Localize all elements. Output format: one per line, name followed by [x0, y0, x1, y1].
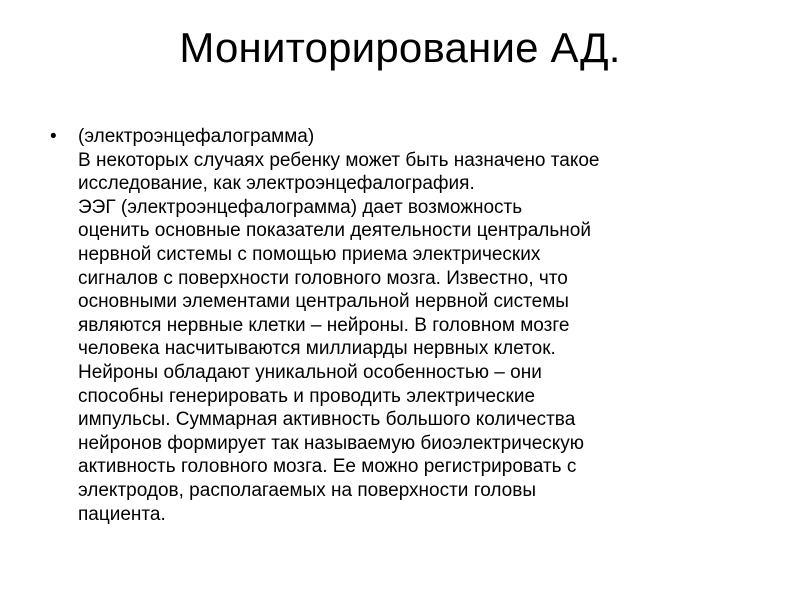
bullet-icon: • [50, 126, 57, 147]
slide-content [50, 125, 750, 526]
text-line: (электроэнцефалограмма) [78, 126, 315, 147]
text-line: являются нервные клетки – нейроны. В головном мозге [78, 314, 570, 336]
text-line: Нейроны обладают уникальной особенностью – они [78, 361, 542, 383]
text-line: способны генерировать и проводить электрические [78, 385, 536, 407]
text-line: ЭЭГ (электроэнцефалограмма) дает возможность [78, 196, 523, 218]
text-line: человека насчитываются миллиарды нервных клеток. [78, 338, 556, 360]
bullet-item [50, 125, 750, 526]
text-line: электродов, располагаемых на поверхности головы [78, 479, 536, 501]
text-line: активность головного мозга. Ее можно регистрировать с [78, 456, 577, 478]
bullet-text [78, 125, 750, 526]
text-line: В некоторых случаях ребенку может быть назначено такое [78, 149, 600, 171]
text-line: сигналов с поверхности головного мозга. Известно, что [78, 267, 568, 289]
text-line: оценить основные показатели деятельности центральной [78, 220, 591, 242]
text-line: импульсы. Суммарная активность большого количества [78, 409, 576, 431]
slide-title: Мониторирование АД. [179, 24, 621, 71]
text-line: нейронов формирует так называемую биоэлектрическую [78, 432, 585, 454]
text-line: исследование, как электроэнцефалография. [78, 173, 475, 195]
text-line: основными элементами центральной нервной системы [78, 291, 569, 313]
text-line: нервной системы с помощью приема электрических [78, 243, 541, 265]
text-line: пациента. [78, 503, 166, 525]
